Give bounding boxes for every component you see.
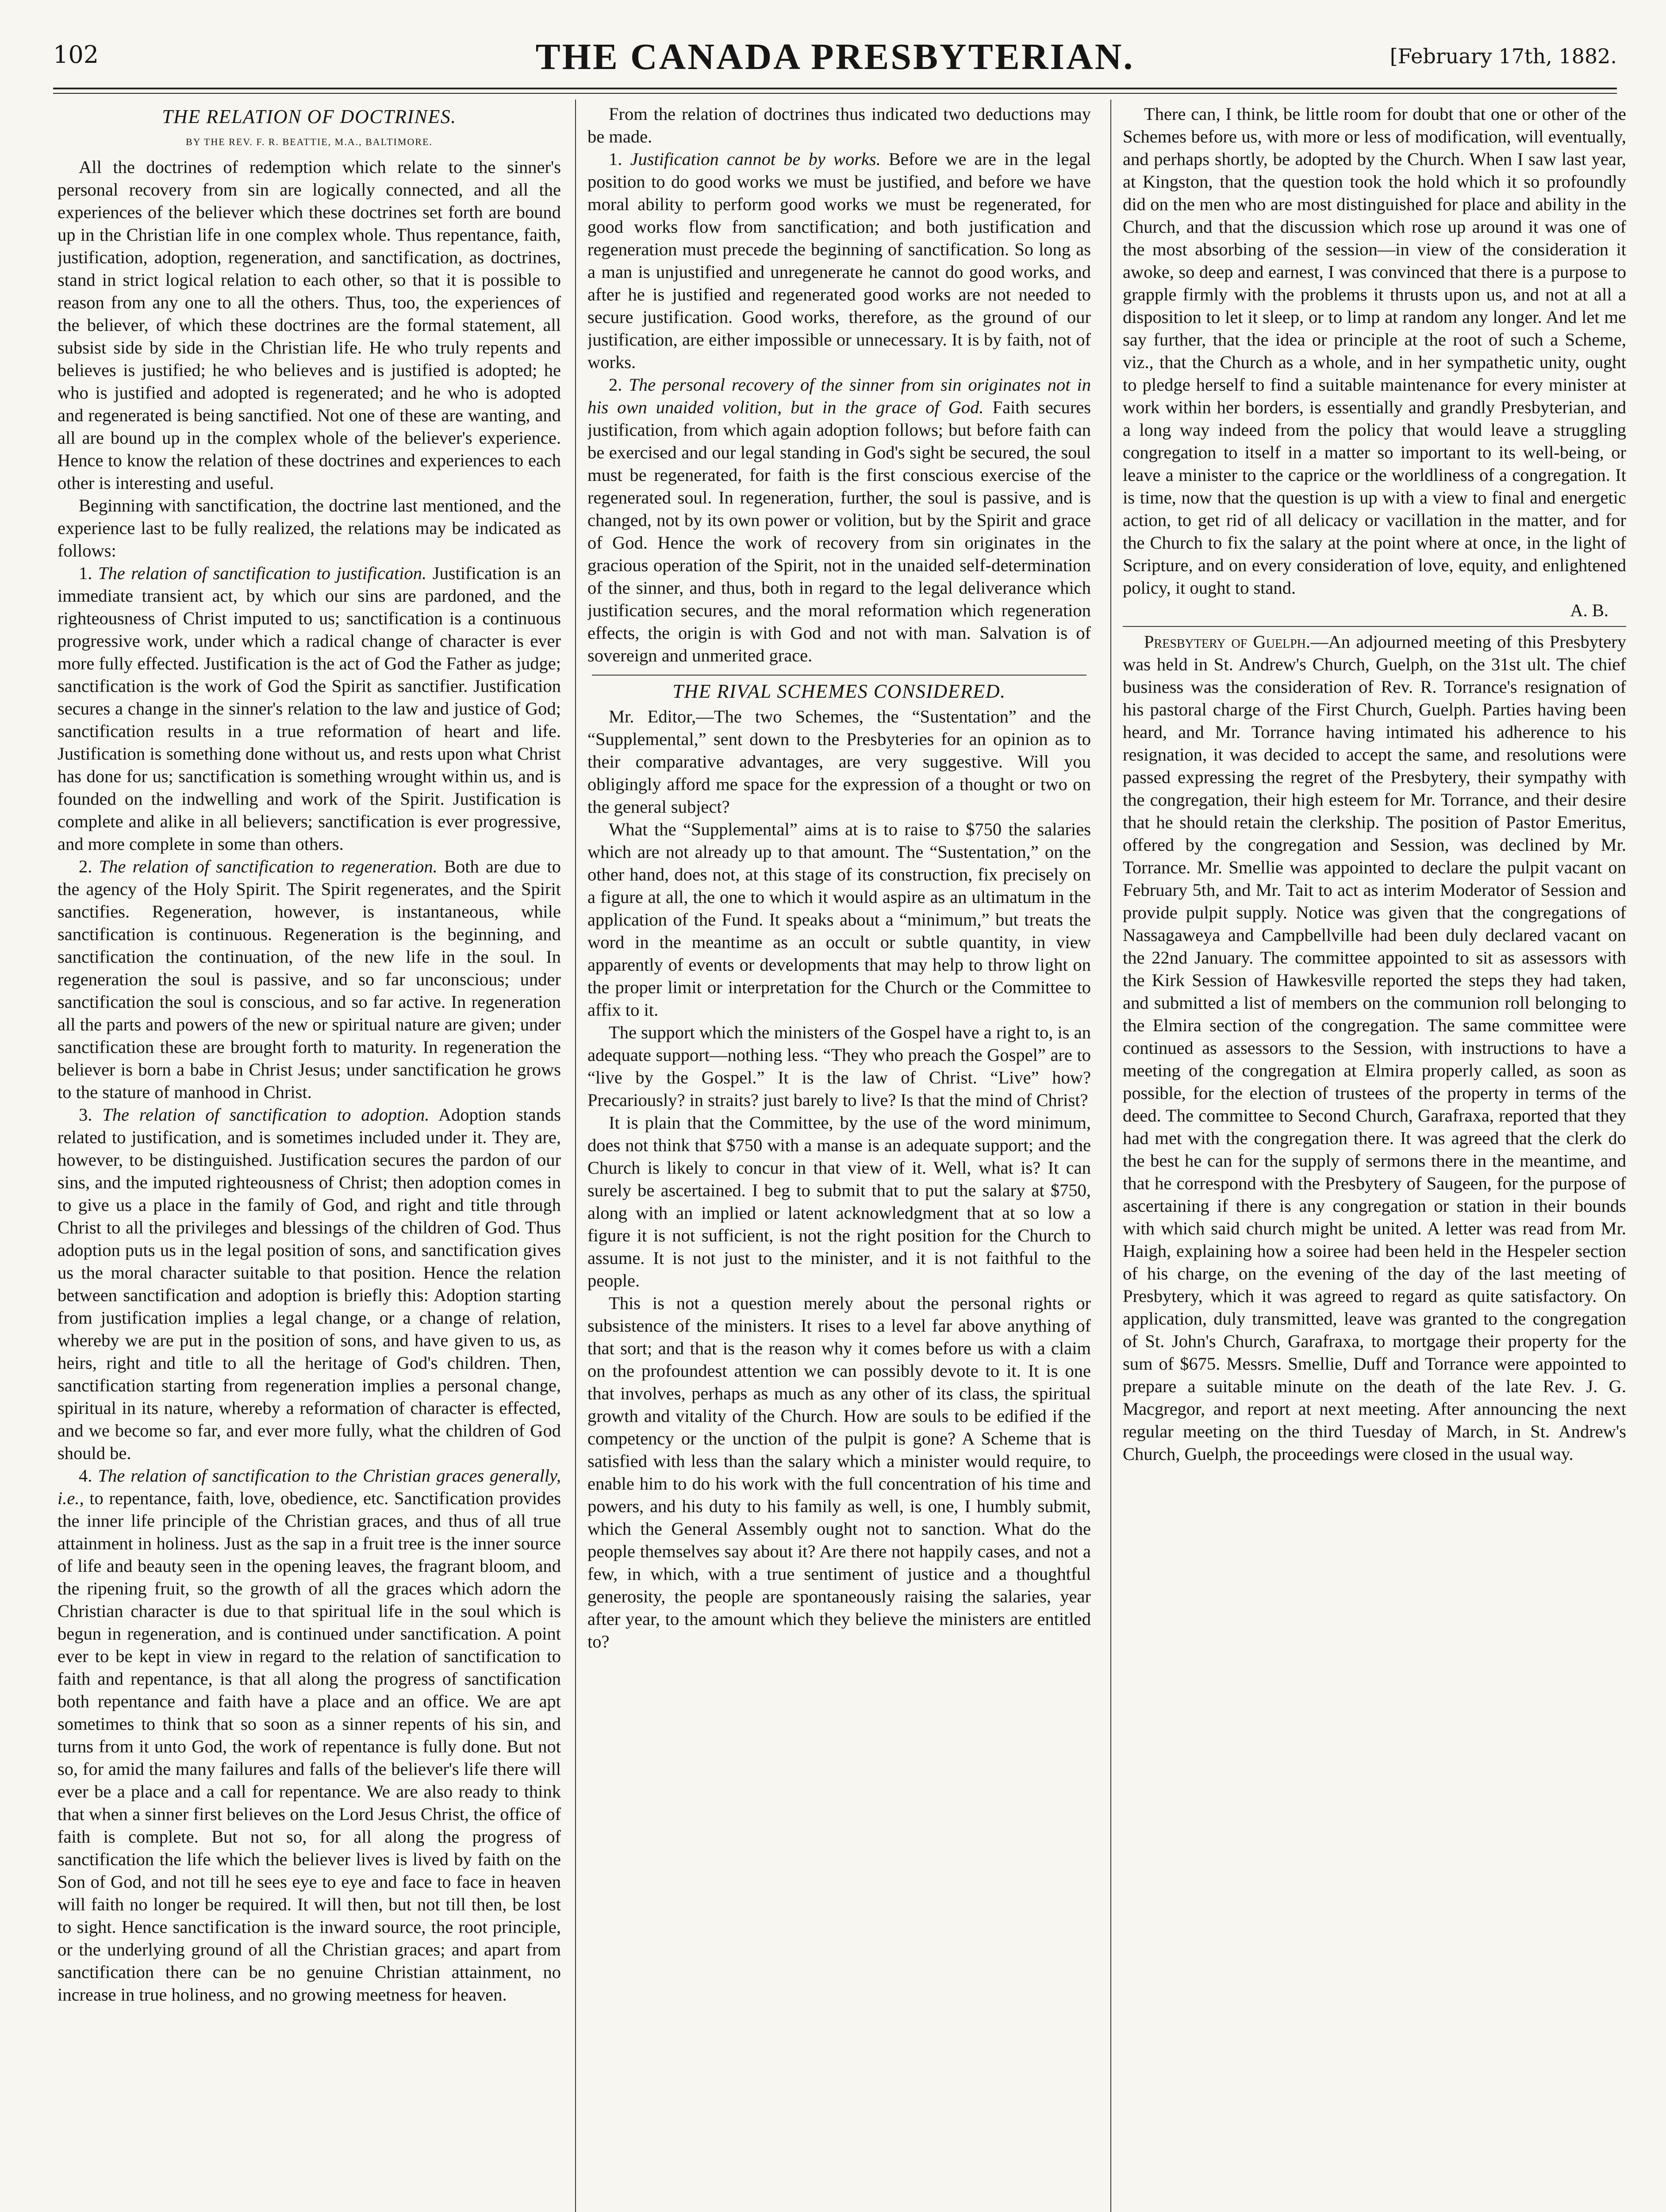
point-label: The relation of sanctification to the Christian graces generally, i.e.,: [58, 1466, 561, 1508]
numbered-point: 1. The relation of sanctification to justification. Justification is an immediate transient act, by which our sins are pardoned, and the righteousness of Christ imputed to us; sanctification is a continuous progressive work, under which a radical change of character is ever more fully effected. Justification is the act of God the Father as judge; sanctification is the work of God the Spirit as sanctifier. Justification secures a change in the sinner's relation to the law and justice of God; sanctification results in a true reformation of heart and life. Justification is something done without us, and rests upon what Christ has done for us; sanctification is something wrought within us, and is founded on the indwelling and work of the Spirit. Justification is complete and alike in all believers; sanctification is ever progressive, and more complete in some than others.: [58, 563, 561, 854]
paragraph: There can, I think, be little room for doubt that one or other of the Schemes before us, with more or less of modification, will eventually, and perhaps shortly, be adopted by the Church. When I saw last year, at Kingston, that the question took the hold which it so profoundly did on the men who are most distinguished for place and ability in the Church, and that the discussion which rose up around it was one of the most absorbing of the session—in view of the consideration it awoke, so deep and earnest, I was convinced that there is a purpose to grapple firmly with the problems it thrusts upon us, and not at all a disposition to let it sleep, or to limp at random any longer. And let me say further, that the idea or principle at the root of such a Scheme, viz., that the Church as a whole, and in her sympathetic unity, ought to pledge herself to find a suitable maintenance for every minister at work within her borders, is essentially and grandly Presbyterian, and a long way indeed from the policy that would leave a struggling congregation to itself in a matter so important to its well-being, or leave a minister to the caprice or the worldliness of a congregation. It is time, now that the question is up with a view to final and energetic action, to get rid of all delicacy or vacillation in the matter, and for the Church to fix the salary at the point where at once, in the light of Scripture, and on every consideration of love, equity, and enlightened policy, it ought to stand.: [1123, 104, 1626, 598]
column-3: [1123, 103, 1626, 2212]
point-label: The relation of sanctification to justification.: [98, 563, 427, 583]
paragraph: Mr. Editor,—The two Schemes, the “Sustentation” and the “Supplemental,” sent down to the Presbyteries for an opinion as to their comparative advantages, are very suggestive. Will you obligingly afford me space for the expression of a thought or two on the general subject?: [587, 707, 1091, 817]
masthead: [53, 36, 1617, 77]
point-label: The relation of sanctification to adoption.: [102, 1105, 430, 1125]
numbered-point: 2. The relation of sanctification to regeneration. Both are due to the agency of the Holy Spirit. The Spirit regenerates, and the Spirit sanctifies. Regeneration, however, is instantaneous, while sanctification is continuous. Regeneration is the beginning, and sanctification the continuation, of the new life in the soul. In regeneration the soul is passive, and so far unconscious; under sanctification the soul is conscious, and so far active. In regeneration all the parts and powers of the new or spiritual nature are given; under sanctification these are brought forth to maturity. In regeneration the believer is born a babe in Christ Jesus; under sanctification he grows to the stature of manhood in Christ.: [58, 856, 561, 1102]
header-rule: [53, 88, 1617, 89]
deduction: 2. The personal recovery of the sinner from sin originates not in his own unaided volition, but in the grace of God. Faith secures justification, from which again adoption follows; but before faith can be exercised and our legal standing in God's sight be secured, the soul must be regenerated, for faith is the first conscious exercise of the regenerated soul. In regeneration, further, the soul is passive, and is changed, not by its own power or volition, but by the Spirit and grace of God. Hence the work of recovery from sin originates in the gracious operation of the Spirit, not in the unaided self-determination of the sinner, and thus, both in regard to the legal deliverance which justification secures, and the moral reformation which regeneration effects, the origin is with God and not with man. Salvation is of sovereign and unmerited grace.: [587, 375, 1091, 665]
deduction: 1. Justification cannot be by works. Before we are in the legal position to do good works we must be justified, and before we have moral ability to perform good works we must be regenerated, for good works flow from sanctification; and both justification and regeneration must precede the beginning of sanctification. So long as a man is unjustified and unregenerate he cannot do good works, and after he is justified and regenerated good works are not needed to secure justification. Good works, therefore, as the ground of our justification, are either impossible or unnecessary. It is by faith, not of works.: [587, 149, 1091, 372]
article-separator: [592, 675, 1086, 676]
paragraph: It is plain that the Committee, by the use of the word minimum, does not think that $750 with a manse is an adequate support; and the Church is likely to concur in that view of it. Well, what is? It can surely be ascertained. I beg to submit that to put the salary at $750, along with an implied or latent acknowledgment that at so low a figure it is not sufficient, is not the right position for the Church to assume. It is not just to the minister, and it is not faithful to the people.: [587, 1113, 1091, 1290]
column-2: [587, 103, 1091, 2212]
paragraph: The support which the ministers of the Gospel have a right to, is an adequate support—nothing less. “They who preach the Gospel” are to “live by the Gospel.” It is the law of Christ. “Live” how? Precariously? in straits? just barely to live? Is that the mind of Christ?: [587, 1022, 1091, 1110]
article-title: THE RIVAL SCHEMES CONSIDERED.: [672, 680, 1006, 702]
deduction-label: Justification cannot be by works.: [630, 149, 881, 169]
column-divider: [1110, 100, 1111, 2212]
news-item-lead: Presbytery of Guelph.: [1144, 632, 1311, 652]
news-item: Presbytery of Guelph.—An adjourned meeting of this Presbytery was held in St. Andrew's Church, Guelph, on the 31st ult. The chief business was the consideration of Rev. R. Torrance's resignation of his pastoral charge of the First Church, Guelph. Parties having been heard, and Mr. Torrance having intimated his adherence to his resignation, it was decided to accept the same, and resolutions were passed expressing the regret of the Presbytery, their sympathy with the congregation, their high esteem for Mr. Torrance, and their desire that he should retain the clerkship. The position of Pastor Emeritus, offered by the congregation and Session, was declined by Mr. Torrance. Mr. Smellie was appointed to declare the pulpit vacant on February 5th, and Mr. Tait to act as interim Moderator of Session and provide pulpit supply. Notice was given that the congregations of Nassagaweya and Campbellville had been duly declared vacant on the 22nd January. The committee appointed to sit as assessors with the Kirk Session of Hawkesville reported the steps they had taken, and submitted a list of members on the communion roll belonging to the Elmira section of the congregation. The same committee were continued as assessors to the Session, with instructions to have a meeting of the congregation at Elmira properly called, as soon as possible, for the election of trustees of the property in terms of the deed. The committee to Second Church, Garafraxa, reported that they had met with the congregation there. It was agreed that the clerk do the best he can for the supply of sermons there in the meantime, and that he correspond with the Presbytery of Saugeen, for the purpose of ascertaining if there is any congregation or station in their bounds with which said church might be united. A letter was read from Mr. Haigh, explaining how a soiree had been held in the Hespeler section of his charge, on the evening of the day of the last meeting of Presbytery, which it was agreed to regard as quite satisfactory. On application, duly transmitted, leave was granted to the congregation of St. John's Church, Garafraxa, to mortgage their property for the sum of $675. Messrs. Smellie, Duff and Torrance were appointed to prepare a suitable minute on the death of the late Rev. J. G. Macgregor, and report at next meeting. After announcing the next regular meeting on the third Tuesday of March, in St. Andrew's Church, Guelph, the proceedings were closed in the usual way.: [1123, 632, 1626, 1464]
paragraph: What the “Supplemental” aims at is to raise to $750 the salaries which are not already up to that amount. The “Sustentation,” on the other hand, does not, at this stage of its construction, fix precisely on a figure at all, the one to which it would aspire as an ultimatum in the application of the Fund. It speaks about a “minimum,” but treats the word in the meantime as an occult or subtle quantity, in view apparently of events or developments that may help to throw light on the proper limit or interpretation for the Church or the Committee to affix to it.: [587, 819, 1091, 1020]
page-number: 102: [53, 41, 99, 69]
article-separator: [1123, 626, 1626, 627]
point-label: The relation of sanctification to regeneration.: [99, 856, 438, 876]
column-divider: [575, 100, 576, 2212]
article-byline: BY THE REV. F. R. BEATTIE, M.A., BALTIMORE.: [186, 136, 433, 147]
signature: A. B.: [1570, 600, 1608, 620]
paragraph: This is not a question merely about the personal rights or subsistence of the ministers. It rises to a level far above anything of that sort; and that is the reason why it comes before us with a claim on the profoundest attention we can possibly devote to it. It is one that involves, perhaps as much as any other of its class, the spiritual growth and vitality of the Church. How are souls to be edified if the competency or the unction of the pulpit is gone? A Scheme that is satisfied with less than the salary which a minister would require, to enable him to do his work with the full concentration of his time and powers, and his duty to his family as well, is one, I humbly submit, which the General Assembly ought not to sanction. What do the people themselves say about it? Are there not happily cases, and not a few, in which, with a true sentiment of justice and a thoughtful generosity, the people are spontaneously raising the salaries, year after year, to the amount which they believe the ministers are entitled to?: [587, 1293, 1091, 1651]
paragraph: Beginning with sanctification, the doctrine last mentioned, and the experience last to be fully realized, the relations may be indicated as follows:: [58, 495, 561, 561]
numbered-point: 4. The relation of sanctification to the Christian graces generally, i.e., to repentance, faith, love, obedience, etc. Sanctification provides the inner life principle of the Christian graces, and thus of all true attainment in holiness. Just as the sap in a fruit tree is the inner source of life and beauty seen in the opening leaves, the fragrant bloom, and the ripening fruit, so the growth of all the graces which adorn the Christian character is due to that spiritual life in the soul which is begun in regeneration, and is continued under sanctification. A point ever to be kept in view in regard to the relation of sanctification to faith and repentance, is that all along the progress of sanctification both repentance and faith have a place and an office. We are apt sometimes to think that so soon as a sinner repents of his sin, and turns from it unto God, the work of repentance is fully done. But not so, for amid the many failures and falls of the believer's life there will ever be a place and a call for repentance. We are also ready to think that when a sinner first believes on the Lord Jesus Christ, the office of faith is complete. But not so, for all along the progress of sanctification the life which the believer lives is lived by faith on the Son of God, and not till he sees eye to eye and face to face in heaven will faith no longer be required. It will then, but not till then, be lost to sight. Hence sanctification is the inward source, the root principle, or the underlying ground of all the Christian graces; and apart from sanctification there can be no genuine Christian attainment, no increase in true holiness, and no growing meetness for heaven.: [58, 1466, 561, 2005]
article-title: THE RELATION OF DOCTRINES.: [162, 106, 457, 127]
deduction-label: The personal recovery of the sinner from sin originates not in his own unaided volition, but in the grace of God.: [587, 375, 1091, 417]
issue-date: [February 17th, 1882.: [1390, 44, 1617, 68]
paragraph: From the relation of doctrines thus indicated two deductions may be made.: [587, 104, 1091, 146]
header-rule-thin: [53, 93, 1617, 94]
newspaper-title: THE CANADA PRESBYTERIAN.: [535, 36, 1135, 77]
paragraph: All the doctrines of redemption which relate to the sinner's personal recovery from sin are logically connected, and all the experiences of the believer which these doctrines set forth are bound up in the Christian life in one complex whole. Thus repentance, faith, justification, adoption, regeneration, and sanctification, as doctrines, stand in strict logical relation to each other, so that it is possible to reason from any one to all the others. Thus, too, the experiences of the believer, of which these doctrines are the formal statement, all subsist side by side in the Christian life. He who truly repents and believes is justified; he who believes and is justified is adopted; he who is justified and adopted is regenerated; and he who is adopted and regenerated is being sanctified. Not one of these are wanting, and all are bound up in the complex whole of the believer's experience. Hence to know the relation of these doctrines and experiences to each other is interesting and useful.: [58, 157, 561, 493]
column-1: [58, 103, 561, 2212]
numbered-point: 3. The relation of sanctification to adoption. Adoption stands related to justification, and is sometimes included under it. They are, however, to be distinguished. Justification secures the pardon of our sins, and the imputed righteousness of Christ; then adoption comes in to give us a place in the family of God, and right and title through Christ to all the privileges and blessings of the children of God. Thus adoption puts us in the legal position of sons, and sanctification gives us the moral character suitable to that position. Hence the relation between sanctification and adoption is briefly this: Adoption starting from justification implies a legal change, or a change of relation, whereby we are put in the position of sons, and have given to us, as heirs, right and title to all the heritage of God's children. Then, sanctification starting from regeneration implies a personal change, spiritual in its nature, whereby a reformation of character is effected, and we become so far, and ever more fully, what the children of God should be.: [58, 1105, 561, 1463]
